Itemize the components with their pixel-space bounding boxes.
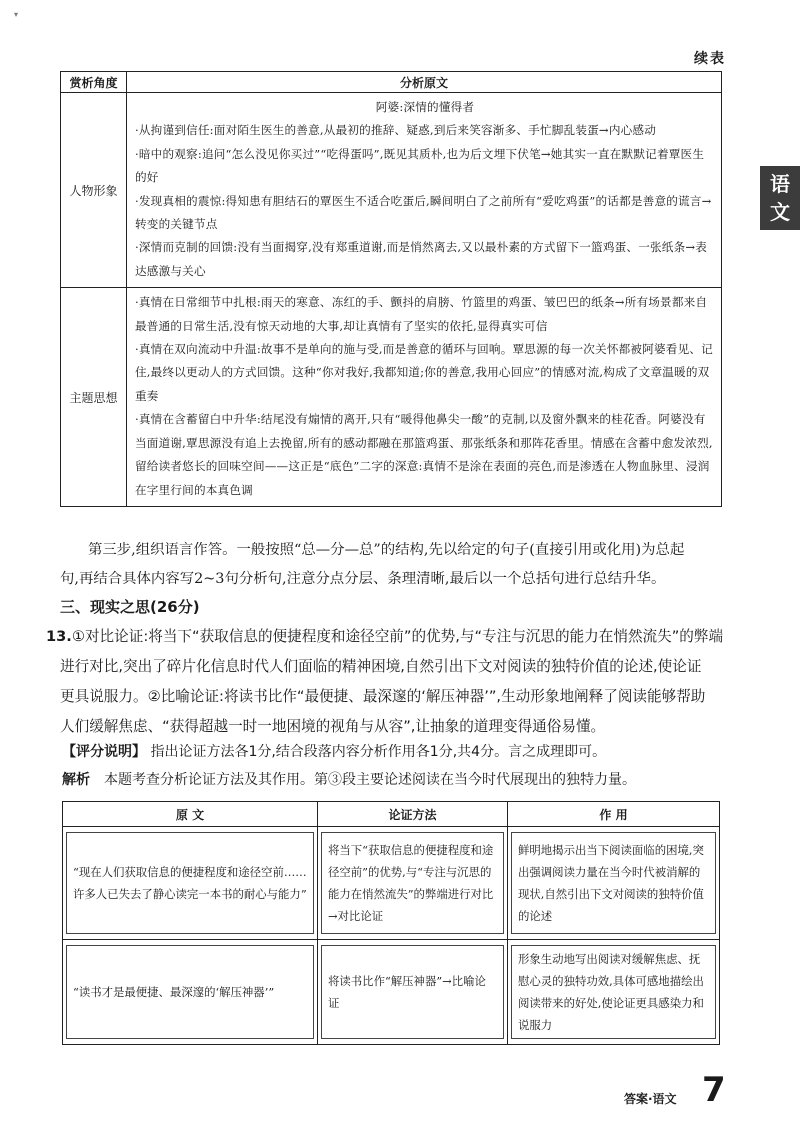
analysis-label: 解析 (62, 772, 90, 788)
answer-line: 更具说服力。②比喻论证:将读书比作“最便捷、最深邃的‘解压神器’”,生动形象地阐释了阅读能够帮助 (60, 688, 706, 705)
table-row (61, 288, 722, 507)
effect-cell (508, 940, 720, 1045)
corner-mark: ▾ (14, 10, 19, 19)
method-cell (318, 827, 508, 940)
answer-text: ①对比论证:将当下“获取信息的便捷程度和途径空前”的优势,与“专注与沉思的能力在悄然流失”的弊端 (71, 628, 724, 645)
question-number: 13. (46, 628, 72, 645)
table-header-row (61, 72, 722, 93)
method-text: 将当下“获取信息的便捷程度和途径空前”的优势,与“专注与沉思的能力在悄然流失”的弊端进行对比→对比论证 (321, 832, 504, 934)
row-content (127, 288, 722, 507)
content-line: ·发现真相的震惊:得知患有胆结石的覃医生不适合吃蛋后,瞬间明白了之前所有“爱吃鸡蛋”的话都是善意的谎言→转变的关键节点 (135, 193, 712, 232)
footer-label: 答案·语文 (624, 1092, 677, 1106)
analysis-table (60, 71, 722, 507)
table-row (63, 827, 720, 940)
answer-line: 进行对比,突出了碎片化信息时代人们面临的精神困境,自然引出下文对阅读的独特价值的论述,使论证 (60, 658, 702, 675)
paragraph-line: 句,再结合具体内容写2~3句分析句,注意分点分层、条理清晰,最后以一个总括句进行总结升华。 (60, 571, 666, 587)
analysis-text: 本题考查分析论证方法及其作用。第③段主要论述阅读在当今时代展现出的独特力量。 (104, 772, 636, 788)
original-cell (63, 940, 318, 1045)
answer-line (46, 622, 740, 652)
row-label: 人物形象 (61, 93, 127, 288)
scoring-label: 【评分说明】 (62, 744, 146, 760)
page-number: 7 (702, 1070, 726, 1110)
content-line: ·深情而克制的回馈:没有当面揭穿,没有郑重道谢,而是悄然离去,又以最朴素的方式留下一篮鸡蛋、一张纸条→表达感激与关心 (135, 240, 708, 278)
effect-cell (508, 827, 720, 940)
content-line: ·真情在双向流动中升温:故事不是单向的施与受,而是善意的循环与回响。覃思源的每一次关怀都被阿婆看见、记住,最终以更动人的方式回馈。这种“你对我好,我都知道;你的善意,我用心回应”的情感对流,构成了文章温暖的双重奏 (135, 342, 713, 403)
effect-text: 鲜明地揭示出当下阅读面临的困境,突出强调阅读力量在当今时代被消解的现状,自然引出下文对阅读的独特价值的论述 (511, 832, 716, 934)
content-line: 阿婆:深情的懂得者 (375, 100, 475, 114)
content-line: ·真情在日常细节中扎根:雨天的寒意、冻红的手、颤抖的肩膀、竹篮里的鸡蛋、皱巴巴的纸条→所有场景都来自最普通的日常生活,没有惊天动地的大事,却让真情有了坚实的依托,显得真实可信 (135, 295, 708, 333)
column-header-angle: 赏析角度 (61, 72, 127, 93)
analysis-note (62, 769, 636, 789)
column-header-method: 论证方法 (318, 802, 508, 827)
step3-paragraph (60, 536, 740, 594)
method-text: 将读书比作“解压神器”→比喻论证 (321, 945, 504, 1039)
question-13-answer (46, 622, 740, 742)
subject-side-tab (760, 166, 800, 230)
paragraph-line: 第三步,组织语言作答。一般按照“总—分—总”的结构,先以给定的句子(直接引用或化用)为总起 (88, 542, 685, 558)
side-tab-char-2: 文 (770, 200, 790, 224)
original-text: “读书才是最便捷、最深邃的‘解压神器’” (66, 945, 314, 1039)
side-tab-char-1: 语 (770, 172, 790, 196)
table-row (63, 940, 720, 1045)
section-title: 三、现实之思(26分) (60, 598, 200, 616)
scoring-note (62, 741, 606, 761)
scoring-text: 指出论证方法各1分,结合段落内容分析作用各1分,共4分。言之成理即可。 (150, 744, 607, 760)
effect-text: 形象生动地写出阅读对缓解焦虑、抚慰心灵的独特功效,具体可感地描绘出阅读带来的好处,使论证更具感染力和说服力 (511, 945, 716, 1039)
method-cell (318, 940, 508, 1045)
argument-method-table (62, 801, 720, 1045)
content-line: ·暗中的观察:追问“怎么没见你买过”“吃得蛋吗”,既见其质朴,也为后文埋下伏笔→她其实一直在默默记着覃医生的好 (135, 146, 705, 185)
column-header-text: 分析原文 (127, 72, 722, 93)
row-content (127, 93, 722, 288)
continuation-label: 续表 (694, 51, 726, 67)
table-header-row (63, 802, 720, 827)
column-header-original: 原 文 (63, 802, 318, 827)
column-header-effect: 作 用 (508, 802, 720, 827)
answer-line: 人们缓解焦虑、“获得超越一时一地困境的视角与从容”,让抽象的道理变得通俗易懂。 (60, 718, 606, 735)
row-label: 主题思想 (61, 288, 127, 507)
original-text: “现在人们获取信息的便捷程度和途径空前……许多人已失去了静心读完一本书的耐心与能力” (66, 832, 314, 934)
table-row (61, 93, 722, 288)
content-line: ·真情在含蓄留白中升华:结尾没有煽情的离开,只有“暖得他鼻尖一酸”的克制,以及窗外飘来的桂花香。阿婆没有当面道谢,覃思源没有追上去挽留,所有的感动都融在那篮鸡蛋、那张纸条和那阵花香里。情感在含蓄中愈发浓烈,留给读者悠长的回味空间——这正是“底色”二字的深意:真情不是涂在表面的亮色,而是渗透在人物血脉里、浸润在字里行间的本真色调 (135, 412, 713, 497)
content-line: ·从拘谨到信任:面对陌生医生的善意,从最初的推辞、疑惑,到后来笑容渐多、手忙脚乱装蛋→内心感动 (135, 123, 657, 138)
original-cell (63, 827, 318, 940)
